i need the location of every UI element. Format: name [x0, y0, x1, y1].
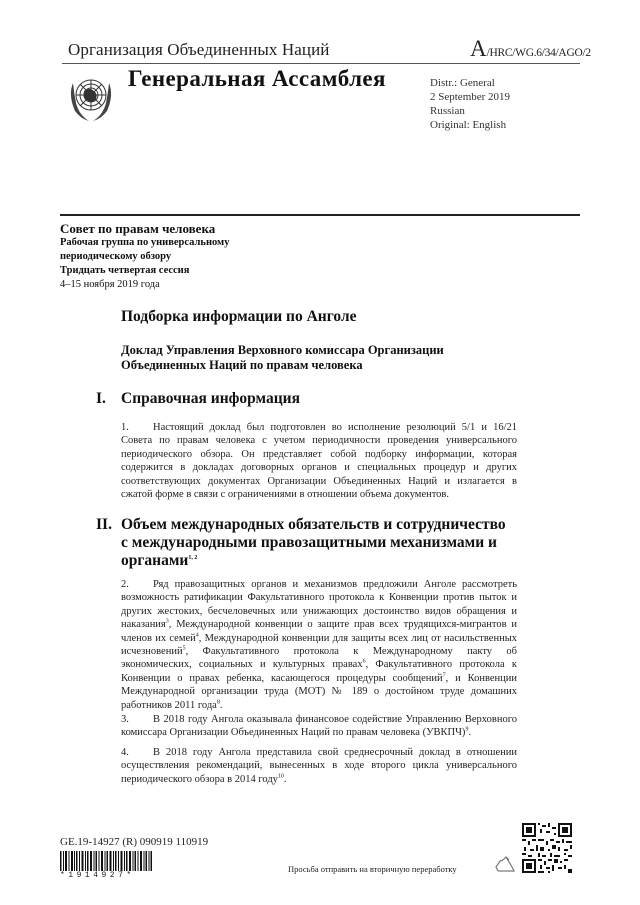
paragraph-text: . — [283, 773, 287, 785]
un-emblem-icon — [64, 69, 118, 123]
document-subtitle: Доклад Управления Верховного комиссара Организации Объединенных Наций по правам человека — [121, 343, 444, 372]
paragraph-text: В 2018 году Ангола представила свой среднесрочный доклад в отношении осуществления рекомендаций, вынесенных в ходе второго цикла универсального периодического обзора в 2014 году — [121, 747, 517, 785]
symbol-rest: /HRC/WG.6/34/AGO/2 — [486, 47, 591, 59]
paragraph-text: , Международной конвенции для защиты всех лиц от насильственных исчезновений — [121, 632, 517, 658]
paragraph-text: Настоящий доклад был подготовлен во исполнение резолюций 5/1 и 16/21 Совета по правам человека с учетом периодичности проведения универсального периодического обзора. Он представляет собой подборку информации, которая содержится в докладах договорных органов и специальных процедур и других соответствующих документах Организации Объединенных Наций и излагается в сжатой форме в связи с ограничениями в отношении объема документов. — [121, 422, 517, 501]
paragraph-number: 3. — [121, 714, 129, 725]
section-2-title-text: Объем международных обязательств и сотрудничество с международными правозащитными механизмами и органами — [121, 516, 506, 569]
footnote-ref[interactable]: 7 — [442, 672, 446, 679]
paragraph-text: . — [468, 727, 472, 739]
council-name: Совет по правам человека — [60, 221, 216, 236]
working-group-line2: периодическому обзору — [60, 251, 172, 262]
paragraph-number: 2. — [121, 579, 129, 590]
barcode-icon — [60, 851, 152, 873]
council-block — [60, 222, 229, 292]
paragraph-4 — [121, 746, 517, 786]
paragraph-text: , и Конвенции Международной организации труда (МОТ) № 189 о достойном труде домашних работников 2011 года — [121, 672, 517, 711]
paragraph-text: , Факультативного протокола к Конвенции о правах ребенка, касающегося процедуры сообщений — [121, 659, 517, 684]
distr-label: Distr.: General — [430, 77, 495, 89]
organization-name: Организация Объединенных Наций — [68, 40, 330, 59]
symbol-prefix: A — [470, 36, 487, 61]
barcode-number: *1914927* — [60, 871, 135, 880]
session-dates: 4–15 ноября 2019 года — [60, 279, 160, 290]
distr-original: Original: English — [430, 119, 507, 131]
distribution-block — [430, 76, 510, 132]
recycle-text: Просьба отправить на вторичную переработку — [288, 864, 457, 874]
section-1-title: Справочная информация — [121, 390, 300, 407]
document-symbol — [470, 36, 591, 62]
paragraph-2 — [121, 578, 517, 712]
paragraph-3 — [121, 713, 517, 740]
working-group-line1: Рабочая группа по универсальному — [60, 237, 230, 248]
section-1-number: I. — [96, 390, 106, 407]
qr-code-icon[interactable] — [522, 823, 572, 873]
footnote-ref[interactable]: 9 — [465, 726, 469, 733]
paragraph-text: , Международной конвенции о защите прав всех трудящихся-мигрантов и членов их семей — [121, 619, 517, 644]
header-divider — [62, 63, 580, 64]
footnote-ref[interactable]: 6 — [362, 658, 366, 665]
session-name: Тридцать четвертая сессия — [60, 265, 190, 276]
paragraph-number: 4. — [121, 747, 129, 758]
footnote-ref[interactable]: 5 — [182, 645, 186, 652]
general-assembly-title: Генеральная Ассамблея — [128, 66, 386, 91]
footnote-ref[interactable]: 1, 2 — [188, 554, 198, 561]
footnote-ref[interactable]: 4 — [195, 632, 199, 639]
paragraph-number: 1. — [121, 422, 129, 433]
footnote-ref[interactable]: 10 — [277, 773, 284, 780]
distr-date: 2 September 2019 — [430, 91, 511, 103]
document-title: Подборка информации по Анголе — [121, 308, 357, 325]
section-divider — [60, 214, 580, 216]
paragraph-text: В 2018 году Ангола оказывала финансовое содействие Управлению Верховного комиссара Организации Объединенных Наций по правам человека (УВКПЧ) — [121, 714, 517, 739]
job-number: GE.19-14927 (R) 090919 110919 — [60, 836, 209, 848]
section-2-number: II. — [96, 516, 112, 533]
section-2-title — [121, 516, 511, 570]
footnote-ref[interactable]: 3 — [165, 618, 169, 625]
distr-language: Russian — [430, 105, 465, 117]
recycle-icon — [495, 856, 517, 876]
paragraph-text: . — [219, 699, 223, 711]
paragraph-text: Ряд правозащитных органов и механизмов предложили Анголе рассмотреть возможность ратификации Факультативного протокола к Конвенции против пыток и других жестоких, бесчеловечных или унижающих достоинство видов обращения и наказания — [121, 579, 517, 631]
paragraph-1 — [121, 421, 517, 501]
paragraph-text: , Факультативного протокола к Международному пакту об экономических, социальных и культурных правах — [121, 646, 517, 671]
footnote-ref[interactable]: 8 — [216, 699, 220, 706]
